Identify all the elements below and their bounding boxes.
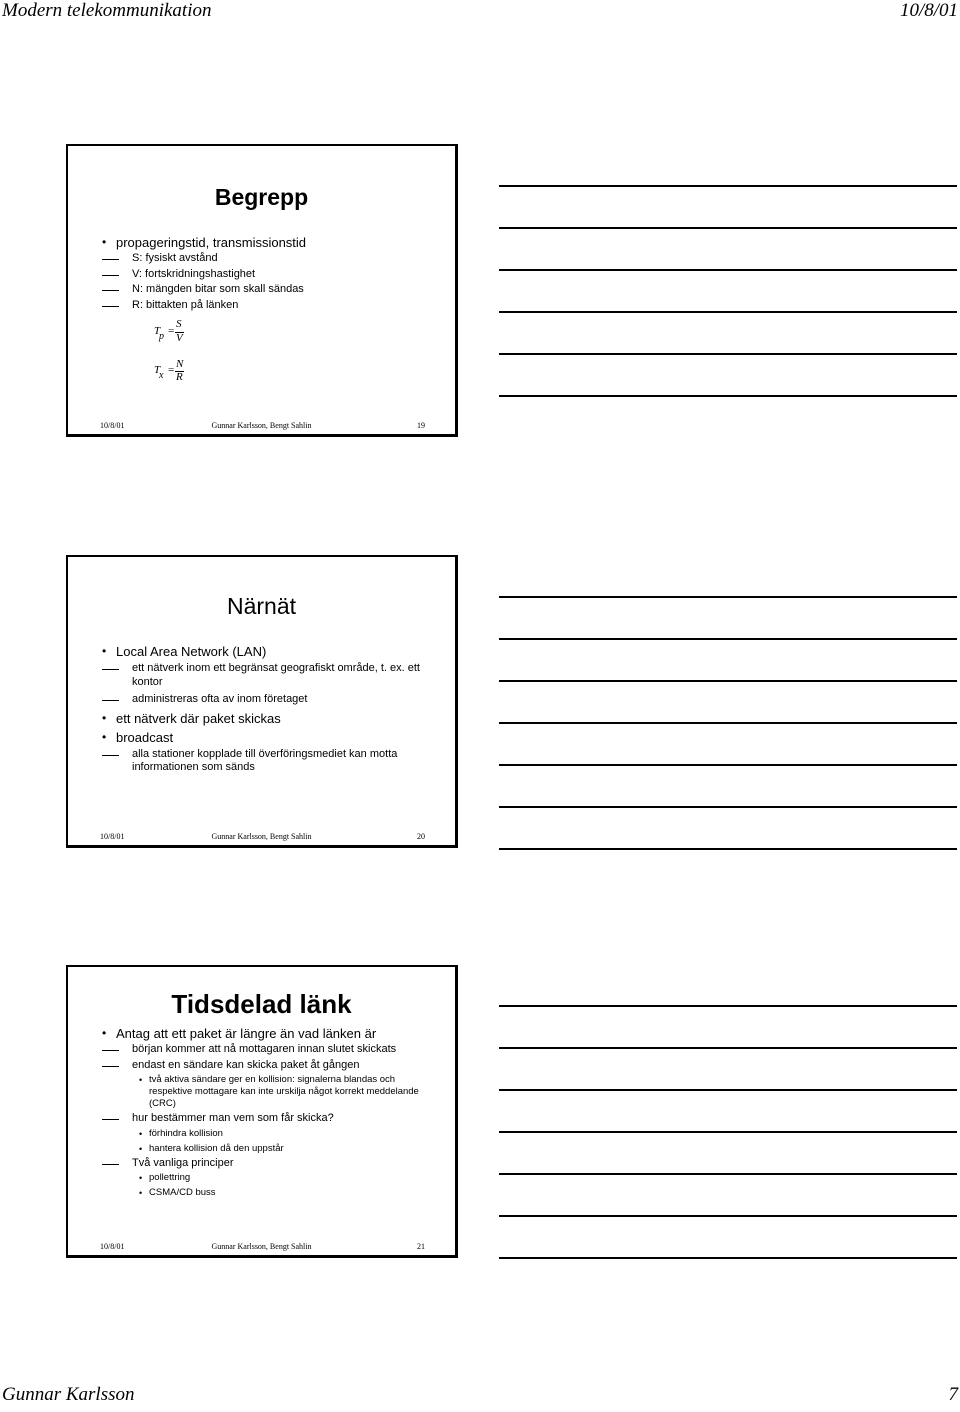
sub-bullet-item: början kommer att nå mottagaren innan slutet skickats — [102, 1043, 447, 1057]
sub-bullet-item: administreras ofta av inom företaget — [102, 693, 447, 707]
bullet-item: • propageringstid, transmissionstid — [102, 234, 447, 251]
note-line — [499, 848, 957, 850]
slide-narnat — [66, 555, 458, 848]
sub-bullet-item: alla stationer kopplade till överföringsmediet kan motta informationen som sänds — [102, 748, 447, 775]
slide-authors: Gunnar Karlsson, Bengt Sahlin — [211, 832, 312, 841]
notes-area — [499, 185, 957, 405]
note-line — [499, 1089, 957, 1091]
note-line — [499, 806, 957, 808]
slide-content — [102, 643, 447, 775]
sub-sub-bullet-item: • hantera kollision då den uppstår — [102, 1143, 447, 1155]
note-line — [499, 1173, 957, 1175]
note-line — [499, 1257, 957, 1259]
note-line — [499, 185, 957, 187]
note-line — [499, 722, 957, 724]
slide-title: Begrepp — [214, 184, 309, 210]
slide-number: 20 — [417, 832, 425, 841]
sub-bullet-item: ett nätverk inom ett begränsat geografiskt område, t. ex. ett kontor — [102, 662, 447, 689]
note-line — [499, 1131, 957, 1133]
note-line — [499, 596, 957, 598]
note-line — [499, 1047, 957, 1049]
author-name: Gunnar Karlsson — [2, 1384, 135, 1405]
document-title: Modern telekommunikation — [2, 0, 212, 21]
slide-authors: Gunnar Karlsson, Bengt Sahlin — [211, 421, 312, 430]
note-line — [499, 269, 957, 271]
sub-bullet-item: V: fortskridningshastighet — [102, 268, 447, 282]
notes-area — [499, 1005, 957, 1265]
page-footer — [0, 1384, 960, 1412]
note-line — [499, 680, 957, 682]
note-line — [499, 311, 957, 313]
note-line — [499, 764, 957, 766]
sub-sub-bullet-item: • två aktiva sändare ger en kollision: signalerna blandas och respektive mottagare kan inte urskilja något korrekt meddelande (CRC) — [102, 1074, 447, 1110]
slide-content — [102, 234, 447, 312]
document-date: 10/8/01 — [899, 0, 958, 21]
sub-sub-bullet-item: • CSMA/CD buss — [102, 1187, 447, 1199]
sub-bullet-item: N: mängden bitar som skall sändas — [102, 283, 447, 297]
slide-authors: Gunnar Karlsson, Bengt Sahlin — [211, 1242, 312, 1251]
slide-title: Närnät — [226, 593, 297, 619]
sub-bullet-item: hur bestämmer man vem som får skicka? — [102, 1112, 447, 1126]
page-number: 7 — [948, 1384, 958, 1405]
slide-number: 19 — [417, 421, 425, 430]
notes-area — [499, 596, 957, 856]
bullet-item: • Local Area Network (LAN) — [102, 643, 447, 660]
slide-begrepp — [66, 144, 458, 437]
bullet-item: • ett nätverk där paket skickas — [102, 710, 447, 727]
formula-transmission-time: T x = N R — [154, 358, 184, 383]
slide-date: 10/8/01 — [100, 832, 125, 841]
note-line — [499, 353, 957, 355]
bullet-item: • broadcast — [102, 729, 447, 746]
note-line — [499, 395, 957, 397]
sub-bullet-item: endast en sändare kan skicka paket åt gången — [102, 1059, 447, 1073]
note-line — [499, 1215, 957, 1217]
note-line — [499, 638, 957, 640]
sub-sub-bullet-item: • pollettring — [102, 1172, 447, 1184]
slide-content — [102, 1025, 447, 1199]
slide-number: 21 — [417, 1242, 425, 1251]
sub-bullet-item: R: bittakten på länken — [102, 299, 447, 313]
note-line — [499, 1005, 957, 1007]
slide-date: 10/8/01 — [100, 1242, 125, 1251]
slide-tidsdelad-lank — [66, 965, 458, 1258]
formula-propagation-time: T p = S V — [154, 318, 183, 344]
sub-bullet-item: S: fysiskt avstånd — [102, 252, 447, 266]
sub-bullet-item: Två vanliga principer — [102, 1157, 447, 1171]
note-line — [499, 227, 957, 229]
slide-title: Tidsdelad länk — [171, 989, 352, 1019]
bullet-item: • Antag att ett paket är längre än vad länken är — [102, 1025, 447, 1042]
slide-date: 10/8/01 — [100, 421, 125, 430]
page-header — [0, 0, 960, 28]
sub-sub-bullet-item: • förhindra kollision — [102, 1128, 447, 1140]
